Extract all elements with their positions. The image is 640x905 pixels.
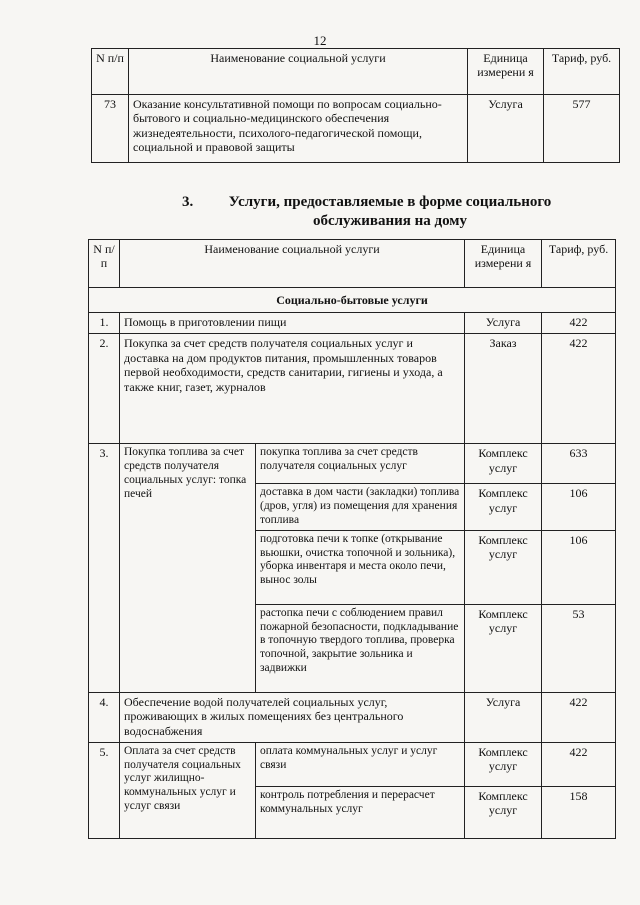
section-number: 3. — [182, 194, 194, 210]
row-service-name: Обеспечение водой получателей социальных услуг, проживающих в жилых помещениях без центрального водоснабжения — [120, 692, 465, 742]
sub-tariff: 53 — [542, 604, 616, 692]
row-unit: Услуга — [468, 95, 544, 163]
header-service-name: Наименование социальной услуги — [129, 49, 468, 95]
sub-service-name: покупка топлива за счет средств получателя социальных услуг — [256, 444, 465, 484]
sub-unit: Комплекс услуг — [465, 604, 542, 692]
table-row — [89, 692, 616, 742]
category-label: Социально-бытовые услуги — [89, 288, 616, 313]
row-tariff: 577 — [544, 95, 620, 163]
row-service-name: Оплата за счет средств получателя социальных услуг жилищно-коммунальных услуг и услуг связи — [120, 742, 256, 838]
row-num: 2. — [89, 334, 120, 444]
row-num: 1. — [89, 313, 120, 334]
sub-service-name: контроль потребления и перерасчет коммунальных услуг — [256, 786, 465, 838]
table-row — [92, 95, 620, 163]
sub-unit: Комплекс услуг — [465, 786, 542, 838]
table-header-row — [89, 240, 616, 288]
sub-service-name: растопка печи с соблюдением правил пожарной безопасности, подкладывание в топочную твердого топлива, проверка топочной, закрытие зольника и задвижки — [256, 604, 465, 692]
section-title: Услуги, предоставляемые в форме социального обслуживания на дому — [228, 194, 552, 229]
home-services-table — [88, 239, 616, 839]
header-num: N п/п — [92, 49, 129, 95]
row-service-name: Оказание консультативной помощи по вопросам социально-бытового и социально-медицинского обеспечения жизнедеятельности, психолого-педагогической помощи, социальной и правовой защиты — [129, 95, 468, 163]
row-num: 73 — [92, 95, 129, 163]
section-heading — [140, 193, 600, 231]
row-tariff: 422 — [542, 334, 616, 444]
row-num: 3. — [89, 444, 120, 692]
services-table-continued — [91, 48, 620, 163]
header-tariff: Тариф, руб. — [542, 240, 616, 288]
header-service-name: Наименование социальной услуги — [120, 240, 465, 288]
header-unit: Единица измерени я — [465, 240, 542, 288]
sub-unit: Комплекс услуг — [465, 444, 542, 484]
row-unit: Услуга — [465, 313, 542, 334]
row-service-name: Помощь в приготовлении пищи — [120, 313, 465, 334]
page-number: 12 — [313, 33, 327, 48]
row-service-name: Покупка топлива за счет средств получателя социальных услуг: топка печей — [120, 444, 256, 692]
sub-service-name: подготовка печи к топке (открывание вьюшки, очистка топочной и зольника), уборка инвентаря и места около печи, вынос золы — [256, 530, 465, 604]
row-num: 5. — [89, 742, 120, 838]
row-tariff: 422 — [542, 692, 616, 742]
header-num: N п/п — [89, 240, 120, 288]
row-tariff: 422 — [542, 313, 616, 334]
category-row — [89, 288, 616, 313]
row-unit: Услуга — [465, 692, 542, 742]
sub-unit: Комплекс услуг — [465, 742, 542, 786]
sub-tariff: 422 — [542, 742, 616, 786]
row-num: 4. — [89, 692, 120, 742]
sub-unit: Комплекс услуг — [465, 484, 542, 530]
row-service-name: Покупка за счет средств получателя социальных услуг и доставка на дом продуктов питания, промышленных товаров первой необходимости, средств санитарии, гигиены и ухода, а также книг, газет, журналов — [120, 334, 465, 444]
sub-service-name: оплата коммунальных услуг и услуг связи — [256, 742, 465, 786]
sub-tariff: 633 — [542, 444, 616, 484]
row-unit: Заказ — [465, 334, 542, 444]
sub-unit: Комплекс услуг — [465, 530, 542, 604]
table-header-row — [92, 49, 620, 95]
table-row — [89, 313, 616, 334]
sub-tariff: 106 — [542, 484, 616, 530]
header-tariff: Тариф, руб. — [544, 49, 620, 95]
header-unit: Единица измерени я — [468, 49, 544, 95]
sub-tariff: 158 — [542, 786, 616, 838]
sub-service-name: доставка в дом части (закладки) топлива (дров, угля) из помещения для хранения топлива — [256, 484, 465, 530]
table-row — [89, 444, 616, 484]
table-row — [89, 334, 616, 444]
table-row — [89, 742, 616, 786]
sub-tariff: 106 — [542, 530, 616, 604]
